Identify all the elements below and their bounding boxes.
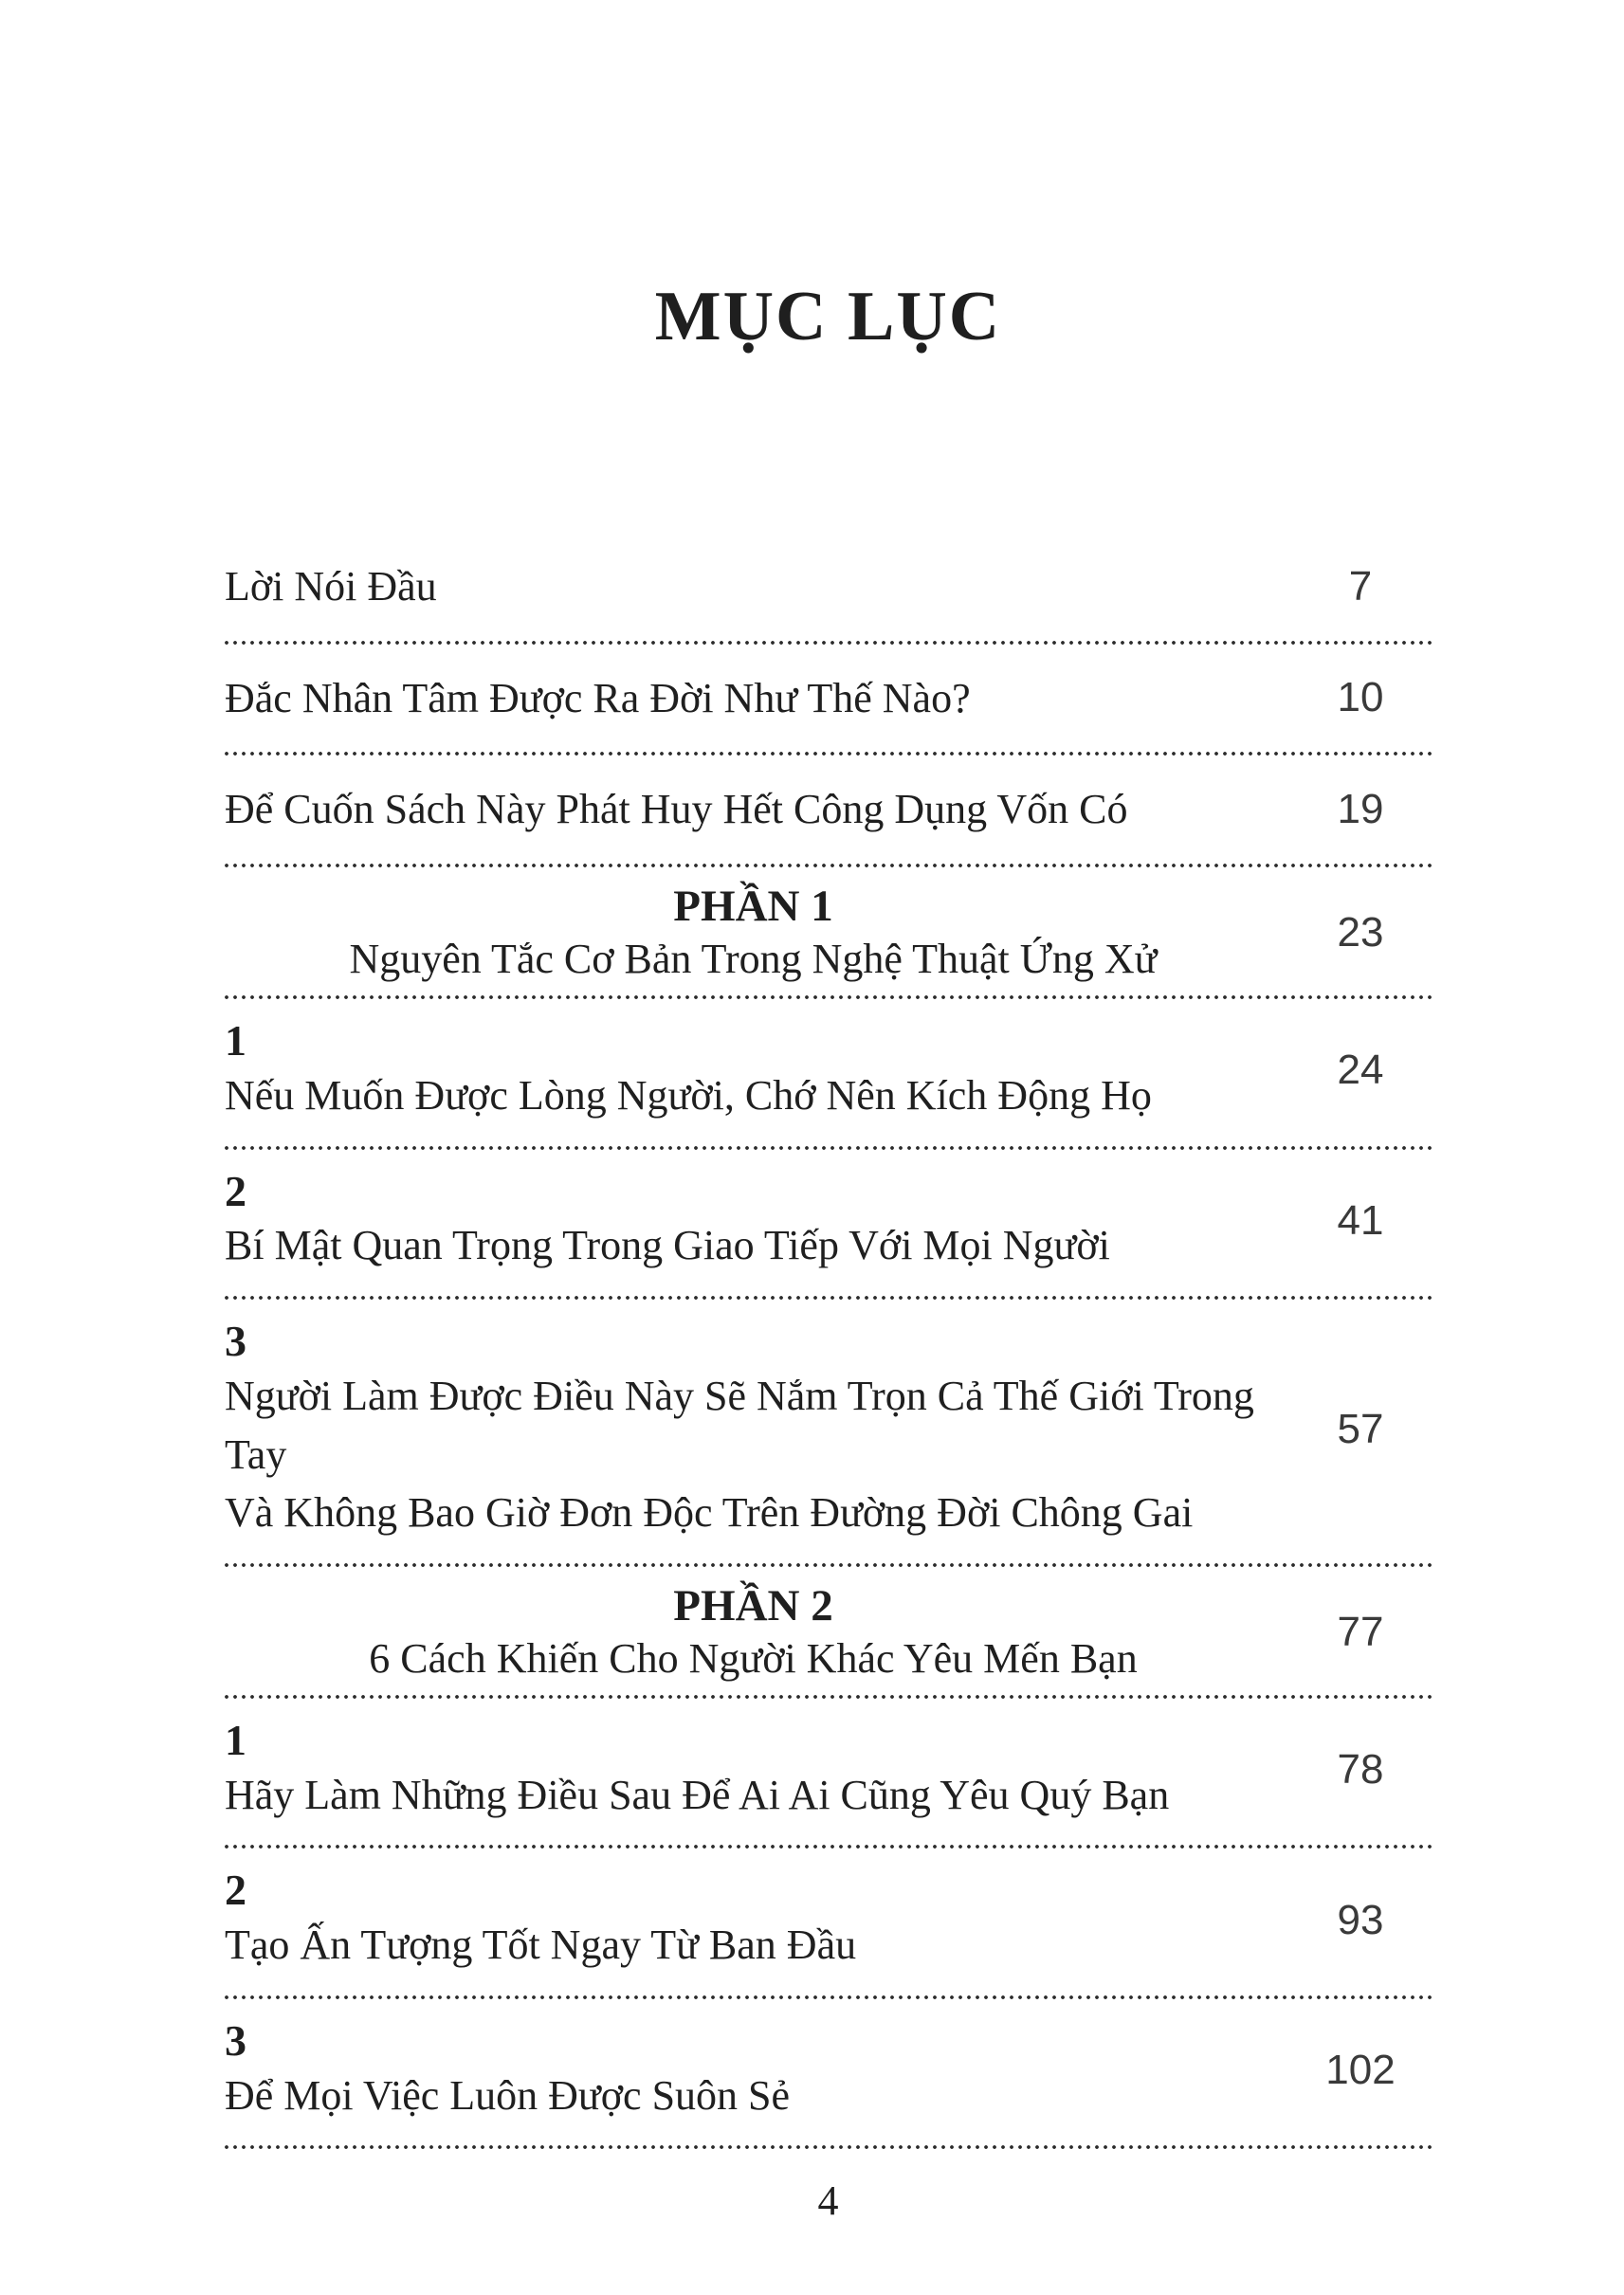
part-title: Nguyên Tắc Cơ Bản Trong Nghệ Thuật Ứng Xử <box>349 935 1158 982</box>
toc-entry-title: Đắc Nhân Tâm Được Ra Đời Như Thế Nào? <box>225 674 971 721</box>
toc-section-heading <box>225 1580 1282 1685</box>
toc-page-number: 23 <box>1337 909 1384 956</box>
toc-entry-text <box>225 2016 1289 2124</box>
toc-entry-text <box>225 669 1289 728</box>
page-title: MỤC LỤC <box>654 278 1002 355</box>
toc-entry-text <box>225 881 1289 986</box>
toc-entry-text <box>225 1317 1289 1542</box>
toc-page-number: 57 <box>1337 1405 1384 1452</box>
part-title: 6 Cách Khiến Cho Người Khác Yêu Mến Bạn <box>369 1634 1138 1682</box>
part-label: PHẦN 2 <box>673 1580 833 1630</box>
chapter-number: 2 <box>225 1866 246 1915</box>
toc-entry <box>225 756 1432 864</box>
toc-entry <box>225 1300 1432 1563</box>
toc-entry <box>225 1699 1432 1845</box>
toc-entry-title: Tạo Ấn Tượng Tốt Ngay Từ Ban Đầu <box>225 1922 857 1969</box>
chapter-number: 3 <box>225 1317 246 1366</box>
toc-entry <box>225 867 1432 995</box>
toc-entry <box>225 645 1432 753</box>
toc-entry-title: Người Làm Được Điều Này Sẽ Nắm Trọn Cả Thế Giới Trong Tay <box>225 1372 1254 1478</box>
toc-entry-text <box>225 1580 1289 1685</box>
toc-entry <box>225 1150 1432 1296</box>
toc-entry-title: Và Không Bao Giờ Đơn Độc Trên Đường Đời Chông Gai <box>225 1489 1194 1537</box>
part-label: PHẦN 1 <box>673 881 833 931</box>
footer-page-number: 4 <box>817 2177 839 2225</box>
toc-entry <box>225 1999 1432 2145</box>
toc-entry <box>225 1567 1432 1695</box>
toc-list <box>225 533 1432 2149</box>
toc-entry-title: Nếu Muốn Được Lòng Người, Chớ Nên Kích Động Họ <box>225 1072 1152 1119</box>
toc-content <box>225 0 1432 2229</box>
chapter-number: 2 <box>225 1166 246 1215</box>
toc-page-number: 78 <box>1337 1746 1384 1794</box>
dotted-separator <box>225 2145 1432 2149</box>
toc-entry-text <box>225 1866 1289 1974</box>
toc-page-number: 93 <box>1337 1896 1384 1943</box>
toc-entry-title: Lời Nói Đầu <box>225 563 437 610</box>
chapter-number: 1 <box>225 1016 246 1066</box>
toc-entry <box>225 533 1432 641</box>
toc-page-number: 10 <box>1337 674 1384 721</box>
toc-entry-text <box>225 1167 1289 1275</box>
toc-page-number: 77 <box>1337 1609 1384 1656</box>
toc-page-number: 19 <box>1337 786 1384 833</box>
toc-entry-title: Bí Mật Quan Trọng Trong Giao Tiếp Với Mọi Người <box>225 1222 1110 1269</box>
toc-page-number: 41 <box>1337 1196 1384 1244</box>
toc-section-heading <box>225 881 1282 986</box>
toc-entry-text <box>225 557 1289 616</box>
toc-entry-text <box>225 1716 1289 1824</box>
chapter-number: 3 <box>225 2015 246 2065</box>
toc-entry-text <box>225 1016 1289 1124</box>
toc-page-number: 102 <box>1325 2047 1396 2094</box>
toc-entry-title: Để Mọi Việc Luôn Được Suôn Sẻ <box>225 2071 791 2119</box>
toc-entry-title: Hãy Làm Những Điều Sau Để Ai Ai Cũng Yêu Quý Bạn <box>225 1771 1170 1818</box>
toc-page-number: 24 <box>1337 1047 1384 1094</box>
toc-entry <box>225 1849 1432 1994</box>
chapter-number: 1 <box>225 1715 246 1764</box>
toc-entry-title: Để Cuốn Sách Này Phát Huy Hết Công Dụng Vốn Có <box>225 786 1128 833</box>
toc-entry <box>225 999 1432 1145</box>
toc-entry-text <box>225 780 1289 839</box>
toc-page-number: 7 <box>1348 562 1373 610</box>
